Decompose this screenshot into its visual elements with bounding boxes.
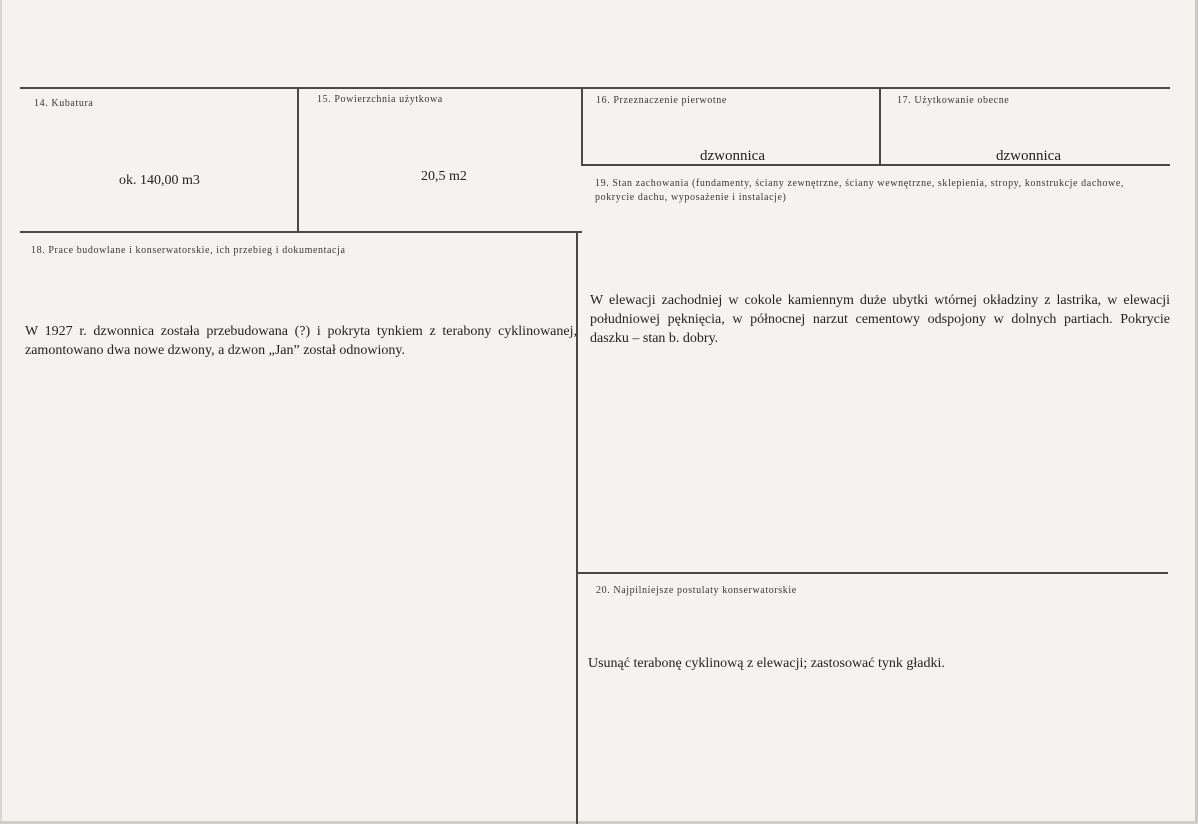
divider-16-17 bbox=[879, 87, 881, 166]
rule-under-16-17 bbox=[581, 164, 1170, 166]
field-14-label: 14. Kubatura bbox=[34, 98, 94, 109]
field-16-label: 16. Przeznaczenie pierwotne bbox=[596, 95, 727, 106]
field-18-label: 18. Prace budowlane i konserwatorskie, ich przebieg i dokumentacja bbox=[31, 245, 346, 256]
field-19-label bbox=[595, 177, 1155, 205]
rule-under-14-15 bbox=[20, 231, 582, 233]
field-20-text: Usunąć terabonę cyklinową z elewacji; zastosować tynk gładki. bbox=[588, 656, 945, 671]
middle-divider bbox=[576, 231, 578, 824]
field-15-value: 20,5 m2 bbox=[421, 169, 467, 184]
field-19-label-text: 19. Stan zachowania (fundamenty, ściany zewnętrzne, ściany wewnętrzne, sklepienia, stropy, konstrukcje dachowe, pokrycie dachu, wyposażenie i instalacje) bbox=[595, 178, 1125, 203]
paper-edge-left bbox=[0, 0, 2, 824]
field-14-value: ok. 140,00 m3 bbox=[119, 173, 200, 188]
field-17-value: dzwonnica bbox=[996, 148, 1061, 164]
divider-15-16 bbox=[581, 87, 583, 166]
field-20-label: 20. Najpilniejsze postulaty konserwatorskie bbox=[596, 585, 797, 596]
field-16-value: dzwonnica bbox=[700, 148, 765, 164]
field-18-text: W 1927 r. dzwonnica została przebudowana (?) i pokryta tynkiem z terabony cyklinowanej, zamontowano dwa nowe dzwony, a dzwon „Jan” został odnowiony. bbox=[25, 324, 577, 358]
divider-14-15 bbox=[297, 87, 299, 233]
field-15-label: 15. Powierzchnia użytkowa bbox=[317, 94, 443, 105]
top-rule bbox=[20, 87, 1170, 89]
field-19-text: W elewacji zachodniej w cokole kamiennym duże ubytki wtórnej okładziny z lastrika, w elewacji południowej pęknięcia, w północnej narzut cementowy odspojony w dolnych partiach. Pokrycie daszku – stan b. dobry. bbox=[590, 293, 1170, 346]
rule-above-20 bbox=[576, 572, 1168, 574]
field-17-label: 17. Użytkowanie obecne bbox=[897, 95, 1010, 106]
